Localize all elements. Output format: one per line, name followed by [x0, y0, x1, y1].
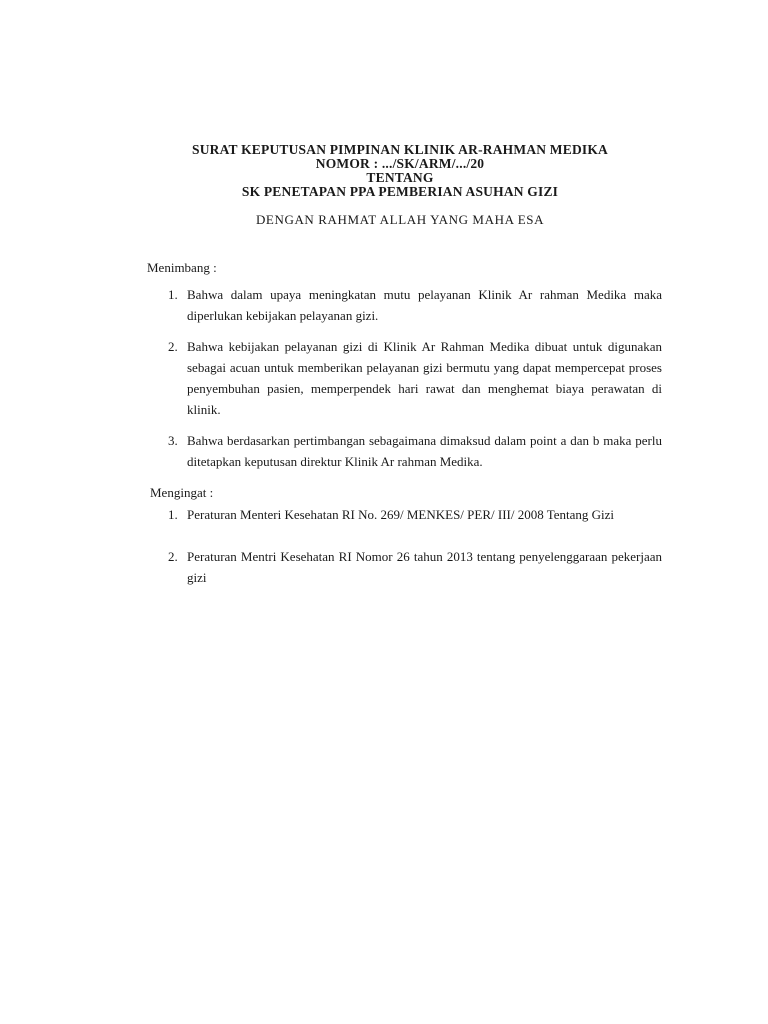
item-text: Bahwa dalam upaya meningkatan mutu pelayanan Klinik Ar rahman Medika maka diperlukan kebijakan pelayanan gizi. [187, 287, 662, 323]
item-number: 2. [168, 339, 178, 354]
decree-about-label: TENTANG [366, 170, 434, 185]
mengingat-item [150, 504, 662, 525]
mengingat-label: Mengingat : [150, 485, 214, 500]
item-text: Peraturan Mentri Kesehatan RI Nomor 26 tahun 2013 tentang penyelenggaraan pekerjaan gizi [187, 549, 662, 585]
decree-subject: SK PENETAPAN PPA PEMBERIAN ASUHAN GIZI [241, 184, 559, 199]
item-number: 2. [168, 549, 178, 564]
decree-number: NOMOR : .../SK/ARM/.../20 [315, 156, 485, 171]
decree-title: SURAT KEPUTUSAN PIMPINAN KLINIK AR-RAHMAN MEDIKA [192, 142, 608, 157]
item-number: 1. [168, 507, 178, 522]
menimbang-item [150, 430, 662, 472]
item-text: Peraturan Menteri Kesehatan RI No. 269/ MENKES/ PER/ III/ 2008 Tentang Gizi [187, 507, 615, 522]
menimbang-item [150, 336, 662, 420]
invocation-line: DENGAN RAHMAT ALLAH YANG MAHA ESA [255, 212, 545, 227]
menimbang-item [150, 284, 662, 326]
mengingat-item [150, 546, 662, 588]
item-text: Bahwa berdasarkan pertimbangan sebagaimana dimaksud dalam point a dan b maka perlu ditetapkan keputusan direktur Klinik Ar rahman Medika. [187, 433, 662, 469]
item-number: 3. [168, 433, 178, 448]
item-text: Bahwa kebijakan pelayanan gizi di Klinik Ar Rahman Medika dibuat untuk digunakan sebagai acuan untuk memberikan pelayanan gizi bermutu yang dapat mempercepat proses penyembuhan pasien, memperpendek hari rawat dan menghemat biaya perawatan di klinik. [187, 339, 662, 417]
item-number: 1. [168, 287, 178, 302]
menimbang-label: Menimbang : [147, 260, 217, 275]
